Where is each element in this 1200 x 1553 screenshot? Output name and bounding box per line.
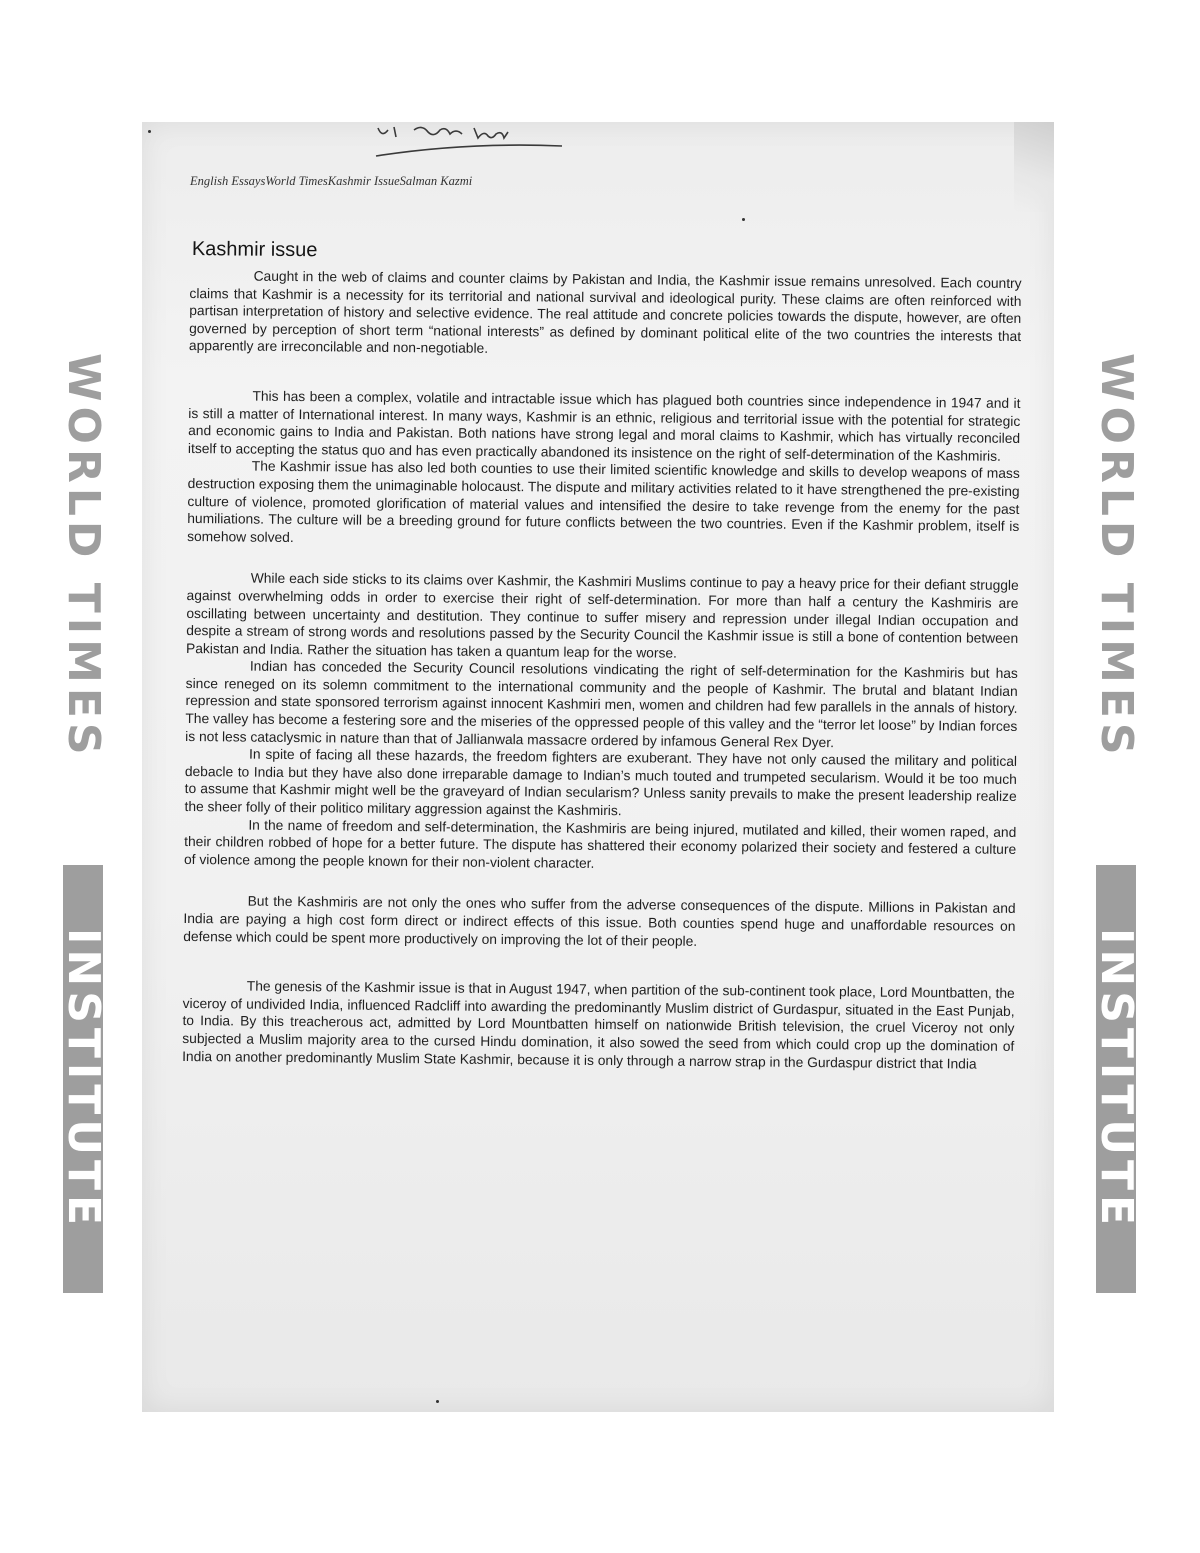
watermark-right-bottom-text: INSTITUTE bbox=[1091, 927, 1142, 1231]
page-fold-shadow bbox=[1014, 122, 1054, 212]
essay-paragraph-3: The Kashmir issue has also led both counties to use their limited scientific knowledge and skills to develop weapons of mass destruction exposing them the unimaginable holocaust. The dispute and military activities related to it have strengthened the pre-existing culture of violence, promoted glorification of material values and intensified the desire to take revenge from the enemy for the past humiliations. The culture will be a breeding ground for future conflicts between the two countries. Even if the Kashmir problem, itself is somehow solved. bbox=[187, 458, 1020, 545]
watermark-left bbox=[58, 248, 109, 1293]
watermark-right-top bbox=[1091, 248, 1142, 865]
essay-paragraph-9: The genesis of the Kashmir issue is that in August 1947, when partition of the sub-continent took place, Lord Mountbatten, the viceroy of undivided India, influenced Radcliff into awarding the predominantly Muslim district of Gurdaspur, situated in the East Punjab, to India. By this treacherous act, admitted by Lord Mountbatten himself on nationwide British television, the cruel Viceroy not only subjected a Muslim majority area to the cursed Hindu domination, it also sowed the seed from which could crop up the domination of India on another predominantly Muslim State Kashmir, because it is only through a narrow strap in the Gurdaspur district that India bbox=[182, 978, 1015, 1072]
watermark-left-bottom bbox=[58, 865, 109, 1293]
essay-paragraph-4: While each side sticks to its claims over Kashmir, the Kashmiri Muslims continue to pay a heavy price for their defiant struggle against overwhelming odds in order to exercise their right of self-determination. For more than half a century the Kashmiris are oscillating between uncertainty and destitution. They continue to suffer misery and repression under illegal Indian occupation and despite a stream of strong words and resolutions passed by the Security Council the Kashmir issue is still a bone of contention between Pakistan and India. Rather the situation has taken a quantum leap for the worse. bbox=[185, 570, 1019, 661]
watermark-left-bottom-text: INSTITUTE bbox=[58, 927, 109, 1231]
watermark-left-top bbox=[58, 248, 109, 865]
scan-speck bbox=[436, 1400, 439, 1403]
watermark-right-bottom bbox=[1091, 865, 1142, 1293]
document-breadcrumb: English EssaysWorld TimesKashmir IssueSalman Kazmi bbox=[190, 174, 473, 188]
scan-speck bbox=[742, 218, 745, 221]
watermark-left-top-text: WORLD TIMES bbox=[58, 353, 109, 760]
essay-paragraph-8: But the Kashmiris are not only the ones who suffer from the adverse consequences of the dispute. Millions in Pakistan and India are paying a high cost form direct or indirect effects of this issue. Both counties spend huge and unaffordable resources on defense which could be spent more productively on improving the lot of their people. bbox=[183, 893, 1016, 949]
watermark-right bbox=[1091, 248, 1142, 1293]
essay-paragraph-6: In spite of facing all these hazards, the freedom fighters are exuberant. They have not only caused the military and political debacle to India but they have also done irreparable damage to Indian’s much touted and trumpeted secularism. Would it be too much to assume that Kashmir might well be the graveyard of Indian secularism? Unless sanity prevails to make the present leadership realize the sheer folly of their politico military aggression against the Kashmiris. bbox=[184, 746, 1018, 819]
essay-paragraph-7: In the name of freedom and self-determination, the Kashmiris are being injured, mutilated and killed, their women raped, and their children robbed of hope for a better future. The dispute has shattered their economy polarized their society and festered a culture of violence among the people known for their non-violent character. bbox=[183, 817, 1017, 871]
signature-scribble bbox=[370, 124, 570, 164]
essay-paragraph-1: Caught in the web of claims and counter claims by Pakistan and India, the Kashmir issue remains unresolved. Each country claims that Kashmir is a necessity for its territorial and national survival and ideological purity. These claims are often reinforced with partisan interpretation of history and selective evidence. The real attitude and concrete policies towards the dispute, however, are often governed by perception of short term “national interests” as defined by dominant political elite of the two countries the interests that apparently are irreconcilable and non-negotiable. bbox=[188, 268, 1022, 357]
watermark-right-top-text: WORLD TIMES bbox=[1091, 353, 1142, 760]
scanned-page bbox=[142, 122, 1054, 1412]
essay-paragraph-5: Indian has conceded the Security Council resolutions vindicating the right of self-determination for the Kashmiris but has since reneged on its solemn commitment to the international community and the people of Kashmir. The brutal and blatant Indian repression and state sponsored terrorism against innocent Kashmiri men, women and children had few parallels in the annals of history. The valley has become a festering sore and the miseries of the oppressed people of this valley and the “terror let loose” by Indian forces is not less cataclysmic in nature than that of Jallianwala massacre ordered by infamous General Rex Dyer. bbox=[185, 658, 1018, 750]
essay-paragraph-2: This has been a complex, volatile and intractable issue which has plagued both countries since independence in 1947 and it is still a matter of International interest. In many ways, Kashmir is an ethnic, religious and territorial issue with the potential for strategic and economic gains to India and Pakistan. Both nations have strong legal and moral claims to Kashmir, which has virtually reconciled itself to accepting the status quo and has even practically abandoned its insistence on the right of self-determination of the Kashmiris. bbox=[187, 388, 1021, 464]
handwritten-signature bbox=[370, 124, 570, 164]
essay-body bbox=[182, 238, 1022, 1073]
scan-speck bbox=[148, 130, 151, 133]
essay-title: Kashmir issue bbox=[191, 238, 318, 262]
